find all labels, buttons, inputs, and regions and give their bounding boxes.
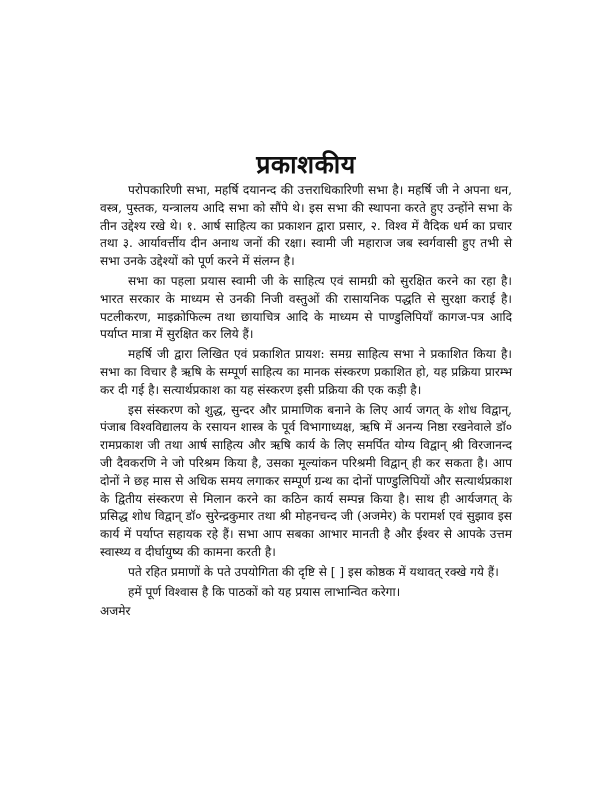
paragraph-sabha-intro: परोपकारिणी सभा, महर्षि दयानन्द की उत्तराधिकारिणी सभा है। महर्षि जी ने अपना धन, वस्त्र, पुस्तक, यन्त्रालय आदि सभा को सौंपे थे। इस सभा की स्थापना करते हुए उन्होंने सभा के तीन उद्देश्य रखे थे। १. आर्ष साहित्य का प्रकाशन द्वारा प्रसार, २. विश्व में वैदिक धर्म का प्रचार तथा ३. आर्यावर्त्तीय दीन अनाथ जनों की रक्षा। स्वामी जी महाराज जब स्वर्गवासी हुए तभी से सभा उनके उद्देश्यों को पूर्ण करने में संलग्न है। [100, 183, 512, 269]
page-title: प्रकाशकीय [256, 150, 356, 179]
paragraph-brackets-note: पते रहित प्रमाणों के पते उपयोगिता की दृष्टि से [ ] इस कोष्ठक में यथावत् रक्खे गये हैं। [128, 564, 499, 579]
paragraph-preservation: सभा का पहला प्रयास स्वामी जी के साहित्य एवं सामग्री को सुरक्षित करने का रहा है। भारत सरकार के माध्यम से उनकी निजी वस्तुओं की रासायनिक पद्धति से सुरक्षा कराई है। पटलीकरण, माइक्रोफिल्म तथा छायाचित्र आदि के माध्यम से पाण्डुलिपियाँ कागज-पत्र आदि पर्याप्त मात्रा में सुरक्षित कर लिये हैं। [100, 273, 512, 342]
paragraph-publication: महर्षि जी द्वारा लिखित एवं प्रकाशित प्रायश: समग्र साहित्य सभा ने प्रकाशित किया है। सभा का विचार है ऋषि के सम्पूर्ण साहित्य का मानक संस्करण प्रकाशित हो, यह प्रक्रिया प्रारम्भ कर दी गई है। सत्यार्थप्रकाश का यह संस्करण इसी प्रक्रिया की एक कड़ी है। [100, 347, 512, 397]
signoff-place: अजमेर [100, 604, 131, 619]
paragraph-closing: हमें पूर्ण विश्वास है कि पाठकों को यह प्रयास लाभान्वित करेगा। [128, 584, 401, 599]
paragraph-acknowledgement: इस संस्करण को शुद्ध, सुन्दर और प्रामाणिक बनाने के लिए आर्य जगत् के शोध विद्वान्, पंजाब विश्वविद्यालय के रसायन शास्त्र के पूर्व विभागाध्यक्ष, ऋषि में अनन्य निष्ठा रखनेवाले डॉ० रामप्रकाश जी तथा आर्ष साहित्य और ऋषि कार्य के लिए समर्पित योग्य विद्वान् श्री विरजानन्द जी दैवकरणि ने जो परिश्रम किया है, उसका मूल्यांकन परिश्रमी विद्वान् ही कर सकता है। आप दोनों ने छह मास से अधिक समय लगाकर सम्पूर्ण ग्रन्थ का दोनों पाण्डुलिपियों और सत्यार्थप्रकाश के द्वितीय संस्करण से मिलान करने का कठिन कार्य सम्पन्न किया है। साथ ही आर्यजगत् के प्रसिद्ध शोध विद्वान् डॉ० सुरेन्द्रकुमार तथा श्री मोहनचन्द जी (अजमेर) के परामर्श एवं सुझाव इस कार्य में पर्याप्त सहायक रहे हैं। सभा आप सबका आभार मानती है और ईश्वर से आपके उत्तम स्वास्थ्य व दीर्घायुष्य की कामना करती है। [100, 402, 512, 559]
